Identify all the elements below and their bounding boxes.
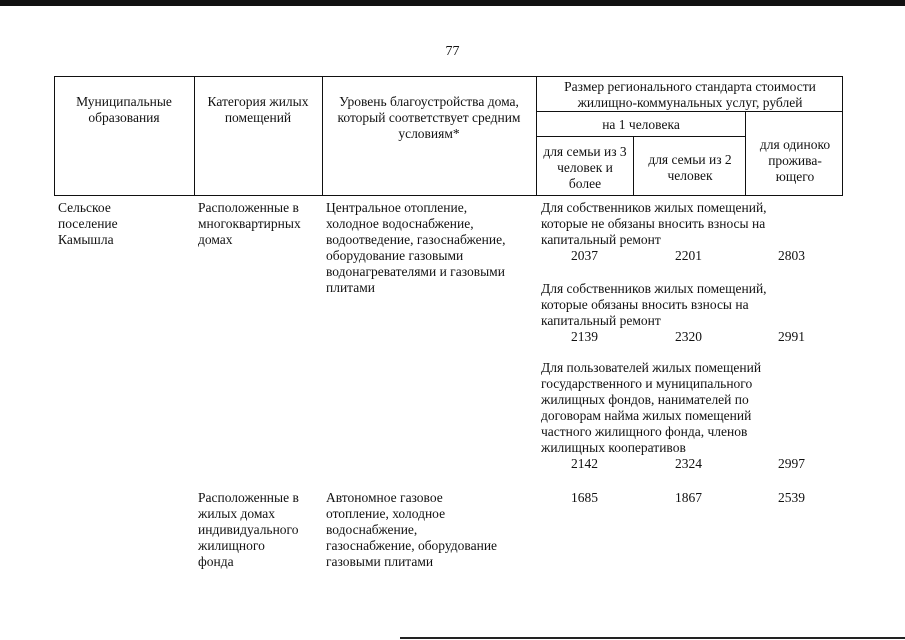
col-divider-5 — [745, 111, 746, 196]
value-single: 2539 — [778, 490, 805, 505]
header-family2: для семьи из 2 человек — [648, 152, 732, 183]
header-standard-size: Размер регионального стандарта стоимости жилищно-коммунальных услуг, рублей — [564, 79, 816, 110]
value-family3: 1685 — [571, 490, 598, 505]
per-person-divider — [536, 136, 745, 137]
header-per-person: на 1 человека — [602, 117, 680, 132]
bottom-border-line — [400, 637, 905, 639]
group-label-line: государственного и муниципального — [541, 376, 753, 391]
amenities-line: отопление, холодное — [326, 506, 446, 521]
group-label-line: капитальный ремонт — [541, 313, 661, 328]
header-bottom-border — [54, 195, 843, 196]
category-line: жилых домах — [198, 506, 276, 521]
group-label-line: Для пользователей жилых помещений — [541, 360, 762, 375]
header-municipal: Муниципальные образования — [76, 94, 172, 125]
group-label-line: жилищных фондов, нанимателей по — [541, 392, 749, 407]
standard-size-divider — [536, 111, 843, 112]
municipal-line: Камышла — [58, 232, 114, 247]
amenities-line: оборудование газовыми — [326, 248, 464, 263]
col-divider-2 — [322, 76, 323, 196]
amenities-line: газоснабжение, оборудование — [326, 538, 498, 553]
amenities-line: Автономное газовое — [326, 490, 443, 505]
group-label-line: жилищных кооперативов — [541, 440, 686, 455]
value-family3: 2037 — [571, 248, 598, 263]
value-single: 2997 — [778, 456, 805, 471]
header-amenities: Уровень благоустройства дома, который соответствует средним условиям* — [337, 94, 521, 141]
group-label-line: которые не обязаны вносить взносы на — [541, 216, 766, 231]
amenities-line: плитами — [326, 280, 376, 295]
value-family2: 1867 — [675, 490, 702, 505]
category-line: жилищного — [198, 538, 265, 553]
top-border-bar — [0, 0, 905, 6]
table-right-border — [842, 76, 843, 196]
value-family2: 2201 — [675, 248, 702, 263]
col-divider-4 — [633, 136, 634, 196]
table-left-border — [54, 76, 55, 196]
amenities-line: газовыми плитами — [326, 554, 434, 569]
value-family2: 2320 — [675, 329, 702, 344]
value-single: 2991 — [778, 329, 805, 344]
category-line: фонда — [198, 554, 234, 569]
municipal-line: поселение — [58, 216, 118, 231]
value-family3: 2142 — [571, 456, 598, 471]
header-family3: для семьи из 3 человек и более — [543, 144, 627, 191]
category-line: многоквартирных — [198, 216, 301, 231]
amenities-line: водоотведение, газоснабжение, — [326, 232, 506, 247]
category-line: домах — [198, 232, 233, 247]
group-label-line: Для собственников жилых помещений, — [541, 281, 767, 296]
col-divider-1 — [194, 76, 195, 196]
category-line: Расположенные в — [198, 200, 299, 215]
page-number: 77 — [445, 44, 460, 59]
table-top-border — [54, 76, 843, 77]
category-line: Расположенные в — [198, 490, 299, 505]
municipal-line: Сельское — [58, 200, 111, 215]
amenities-line: Центральное отопление, — [326, 200, 468, 215]
value-family2: 2324 — [675, 456, 702, 471]
value-family3: 2139 — [571, 329, 598, 344]
header-single: для одиноко прожива-ющего — [759, 137, 831, 184]
group-label-line: договорам найма жилых помещений — [541, 408, 752, 423]
category-line: индивидуального — [198, 522, 299, 537]
value-single: 2803 — [778, 248, 805, 263]
group-label-line: капитальный ремонт — [541, 232, 661, 247]
amenities-line: водонагревателями и газовыми — [326, 264, 505, 279]
group-label-line: которые обязаны вносить взносы на — [541, 297, 749, 312]
amenities-line: холодное водоснабжение, — [326, 216, 474, 231]
group-label-line: частного жилищного фонда, членов — [541, 424, 748, 439]
amenities-line: водоснабжение, — [326, 522, 418, 537]
group-label-line: Для собственников жилых помещений, — [541, 200, 767, 215]
header-category: Категория жилых помещений — [207, 94, 309, 125]
